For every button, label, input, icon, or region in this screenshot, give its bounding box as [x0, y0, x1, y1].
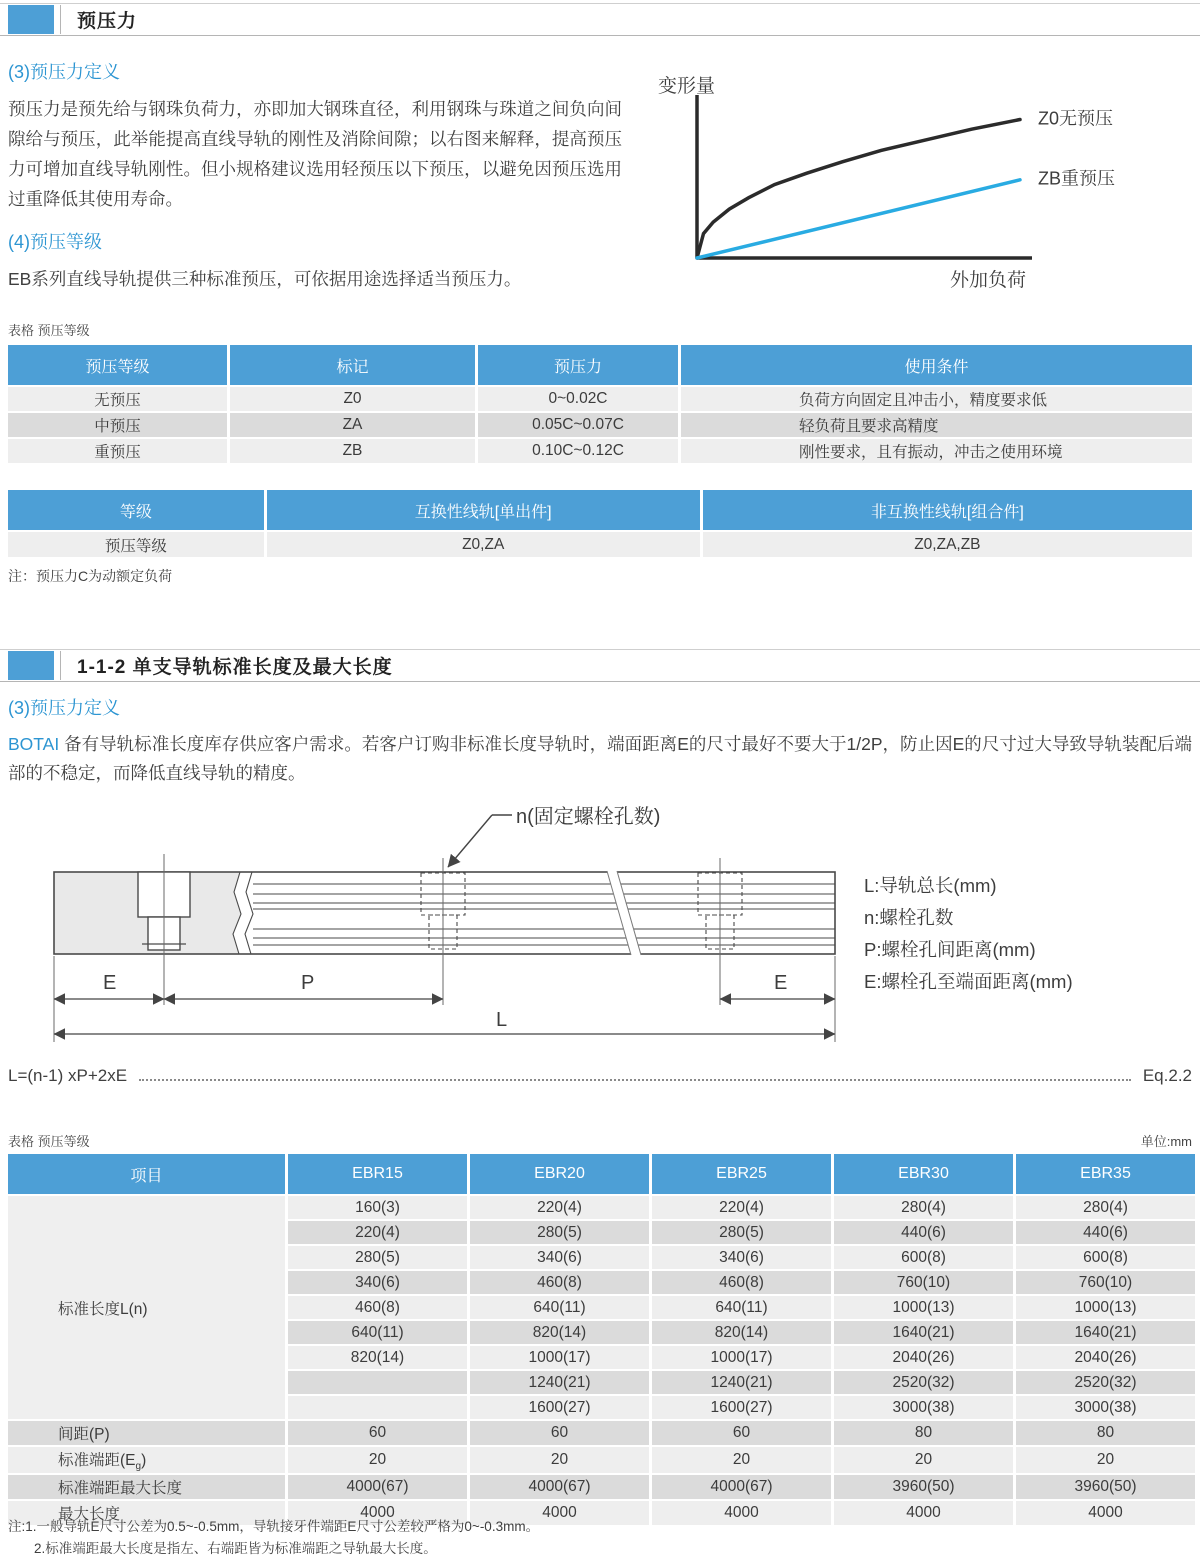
cell: 1240(21) [470, 1371, 649, 1394]
col-header: EBR30 [834, 1154, 1013, 1194]
cell: 3000(38) [1016, 1396, 1195, 1419]
cell: 340(6) [288, 1271, 467, 1294]
cell: 280(5) [470, 1221, 649, 1244]
cell: 1000(17) [652, 1346, 831, 1369]
cell: 4000(67) [652, 1475, 831, 1499]
rail-length-diagram [8, 792, 1192, 1060]
cell: 1000(13) [834, 1296, 1013, 1319]
section2-def-heading: (3)预压力定义 [8, 698, 120, 718]
chart-series-label-z0: Z0无预压 [1038, 108, 1114, 129]
cell: 20 [288, 1447, 467, 1473]
cell: 2520(32) [1016, 1371, 1195, 1394]
cell: 1600(27) [652, 1396, 831, 1419]
legend-line-e: E:螺栓孔至端面距离(mm) [864, 971, 1073, 992]
cell: 20 [1016, 1447, 1195, 1473]
chart-series-label-zb: ZB重预压 [1038, 168, 1116, 189]
dim-label-l: L [496, 1009, 508, 1031]
legend-line-p: P:螺栓孔间距离(mm) [864, 939, 1036, 960]
table-row [8, 1421, 1195, 1445]
cell: Z0,ZA,ZB [703, 532, 1192, 557]
cell: 160(3) [288, 1196, 467, 1219]
section-accent-block [8, 5, 54, 34]
row-label-text: ) [141, 1452, 147, 1469]
cell: 2040(26) [834, 1346, 1013, 1369]
chart-y-axis-label: 变形量 [658, 76, 716, 97]
diagram-canvas [8, 792, 1192, 1060]
section2-title: 1-1-2 单支导轨标准长度及最大长度 [77, 657, 393, 678]
section2-def-body: 备有导轨标准长度库存供应客户需求。若客户订购非标准长度导轨时，端面距离E的尺寸最好不要大于1/2P，防止因E的尺寸过大导致导轨装配后端部的不稳定，而降低直线导轨的精度。 [8, 733, 1192, 783]
cell: 760(10) [834, 1271, 1013, 1294]
cell: 220(4) [652, 1196, 831, 1219]
col-header: 标记 [230, 345, 475, 385]
section1-title: 预压力 [77, 11, 138, 32]
table-header-row [8, 490, 1192, 530]
table-header-row [8, 345, 1192, 385]
cell: 0.10C~0.12C [478, 439, 678, 463]
cell: 无预压 [8, 387, 227, 411]
cell: 20 [652, 1447, 831, 1473]
cell: 440(6) [834, 1221, 1013, 1244]
cell: 460(8) [470, 1271, 649, 1294]
cell: 340(6) [470, 1246, 649, 1269]
col-header: 项目 [8, 1154, 285, 1194]
cell: 280(4) [1016, 1196, 1195, 1219]
cell: 460(8) [652, 1271, 831, 1294]
cell: ZB [230, 439, 475, 463]
legend-line-l: L:导轨总长(mm) [864, 875, 997, 896]
divider [60, 5, 61, 34]
cell: 20 [470, 1447, 649, 1473]
col-header: EBR35 [1016, 1154, 1195, 1194]
cell: Z0,ZA [267, 532, 700, 557]
preload-definition-text: 预压力是预先给与钢珠负荷力，亦即加大钢珠直径，利用钢珠与珠道之间负向间隙给与预压，此举能提高直线导轨的刚性及消除间隙；以右图来解释，提高预压力可增加直线导轨刚性。但小规格建议选用轻预压以下预压，以避免因预压选用过重降低其使用寿命。 [8, 98, 622, 209]
cell: 820(14) [470, 1321, 649, 1344]
rail-profile-lines [253, 884, 835, 945]
cell: 760(10) [1016, 1271, 1195, 1294]
footnotes [8, 1516, 539, 1559]
col-header: EBR15 [288, 1154, 467, 1194]
cell: 重预压 [8, 439, 227, 463]
dim-label-e-right: E [774, 972, 788, 994]
row-label: 标准端距最大长度 [8, 1475, 285, 1499]
cell: ZA [230, 413, 475, 437]
col-header: 预压力 [478, 345, 678, 385]
chart-line-zb [697, 180, 1020, 258]
cell: 中预压 [8, 413, 227, 437]
cell: 1000(17) [470, 1346, 649, 1369]
cell: 1600(27) [470, 1396, 649, 1419]
cell: 2520(32) [834, 1371, 1013, 1394]
cell: 预压等级 [8, 532, 264, 557]
dotted-leader [139, 1078, 1131, 1081]
cell: 820(14) [288, 1346, 467, 1369]
chart-axes [697, 95, 1032, 258]
cell: 刚性要求，且有振动，冲击之使用环境 [681, 439, 1192, 463]
row-label [8, 1447, 285, 1473]
section-accent-block [8, 651, 54, 680]
divider [60, 651, 61, 680]
dim-label-e-left: E [103, 972, 117, 994]
cell: 4000(67) [288, 1475, 467, 1499]
section1-header-band [0, 3, 1200, 36]
table-row [8, 532, 1192, 557]
cell: 600(8) [1016, 1246, 1195, 1269]
table2-note: 注：预压力C为动额定负荷 [8, 568, 173, 584]
cell: 3960(50) [834, 1475, 1013, 1499]
formula-eq-number: Eq.2.2 [1142, 1066, 1192, 1085]
row-label: 最大长度 [8, 1501, 285, 1525]
footnote-1: 注:1.一般导轨E尺寸公差为0.5~-0.5mm，导轨接牙件端距E尺寸公差较严格为0~-0.3mm。 [8, 1519, 540, 1534]
cell: Z0 [230, 387, 475, 411]
cell: 280(5) [288, 1246, 467, 1269]
table-row [8, 439, 1192, 463]
formula-expression: L=(n-1) xP+2xE [8, 1066, 128, 1085]
cell: 220(4) [288, 1221, 467, 1244]
table3-unit: 单位:mm [1140, 1134, 1192, 1149]
cell: 280(5) [652, 1221, 831, 1244]
cell: 3000(38) [834, 1396, 1013, 1419]
cell: 1640(21) [1016, 1321, 1195, 1344]
preload-grade-heading: (4)预压等级 [8, 232, 102, 252]
cell: 4000 [470, 1501, 649, 1525]
cell: 820(14) [652, 1321, 831, 1344]
cell [288, 1371, 467, 1394]
cell: 80 [1016, 1421, 1195, 1445]
callout-text: n(固定螺栓孔数) [516, 806, 661, 828]
preload-definition-heading: (3)预压力定义 [8, 62, 120, 82]
cell: 3960(50) [1016, 1475, 1195, 1499]
table-row [8, 413, 1192, 437]
cell: 640(11) [652, 1296, 831, 1319]
col-header: 预压等级 [8, 345, 227, 385]
interchangeability-table [5, 488, 1195, 559]
table-row [8, 1475, 1195, 1499]
table-row [8, 1196, 1195, 1219]
footnote-2: 2.标准端距最大长度是指左、右端距皆为标准端距之导轨最大长度。 [34, 1541, 437, 1556]
cell: 640(11) [470, 1296, 649, 1319]
cell: 4000 [288, 1501, 467, 1525]
cell: 60 [652, 1421, 831, 1445]
col-header: EBR25 [652, 1154, 831, 1194]
table-header-row [8, 1154, 1195, 1194]
cell: 4000 [652, 1501, 831, 1525]
cell: 60 [470, 1421, 649, 1445]
cell: 轻负荷且要求高精度 [681, 413, 1192, 437]
table-row [8, 387, 1192, 411]
cell: 负荷方向固定且冲击小，精度要求低 [681, 387, 1192, 411]
cell: 640(11) [288, 1321, 467, 1344]
brand-name: BOTAI [8, 733, 60, 754]
cell: 1000(13) [1016, 1296, 1195, 1319]
section2-def-text [8, 730, 1192, 788]
col-header: 等级 [8, 490, 264, 530]
merged-row-label: 标准长度L(n) [8, 1196, 285, 1419]
cell: 4000(67) [470, 1475, 649, 1499]
cell: 1240(21) [652, 1371, 831, 1394]
standard-length-table [5, 1152, 1198, 1527]
row-label-text: 标准端距(E [58, 1452, 136, 1469]
cell: 2040(26) [1016, 1346, 1195, 1369]
table1-caption: 表格 预压等级 [8, 323, 90, 338]
cell [288, 1396, 467, 1419]
break-line-right [245, 872, 253, 954]
cell: 80 [834, 1421, 1013, 1445]
cell: 20 [834, 1447, 1013, 1473]
chart-canvas [645, 58, 1195, 298]
col-header: 非互换性线轨[组合件] [703, 490, 1192, 530]
chart-curve-z0 [697, 120, 1020, 259]
table-row [8, 1447, 1195, 1473]
col-header: 互换性线轨[单出件] [267, 490, 700, 530]
cell: 4000 [1016, 1501, 1195, 1525]
preload-grade-table [5, 343, 1195, 465]
cell: 600(8) [834, 1246, 1013, 1269]
cell: 460(8) [288, 1296, 467, 1319]
dim-label-p: P [301, 972, 315, 994]
cell: 340(6) [652, 1246, 831, 1269]
legend-line-n: n:螺栓孔数 [864, 907, 954, 928]
cell: 60 [288, 1421, 467, 1445]
cell: 0~0.02C [478, 387, 678, 411]
cell: 280(4) [834, 1196, 1013, 1219]
row-label: 间距(P) [8, 1421, 285, 1445]
cell: 220(4) [470, 1196, 649, 1219]
col-header: EBR20 [470, 1154, 649, 1194]
section2-header-band [0, 649, 1200, 682]
row-label-subscript: g [135, 1461, 142, 1473]
col-header: 使用条件 [681, 345, 1192, 385]
preload-deformation-chart [645, 58, 1195, 298]
cell: 1640(21) [834, 1321, 1013, 1344]
preload-grade-text: EB系列直线导轨提供三种标准预压，可依据用途选择适当预压力。 [8, 268, 522, 289]
table3-caption: 表格 预压等级 [8, 1134, 90, 1149]
cell: 440(6) [1016, 1221, 1195, 1244]
cell: 0.05C~0.07C [478, 413, 678, 437]
length-formula-row [8, 1066, 1192, 1086]
cell: 4000 [834, 1501, 1013, 1525]
chart-x-axis-label: 外加负荷 [950, 270, 1027, 291]
callout-arrow [448, 815, 492, 867]
